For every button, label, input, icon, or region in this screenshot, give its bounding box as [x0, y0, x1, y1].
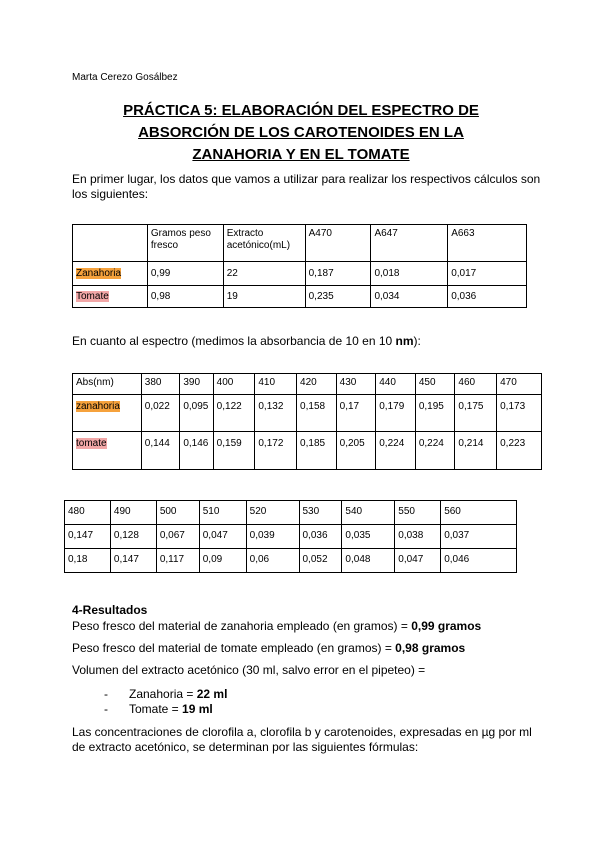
table-cell: 440 [376, 374, 416, 395]
table-row [65, 525, 517, 549]
table-cell: 410 [255, 374, 297, 395]
table-cell: 0,132 [255, 395, 297, 432]
table-cell: 0,235 [305, 286, 371, 308]
table-cell: 0,128 [110, 525, 156, 549]
intro-paragraph: En primer lugar, los datos que vamos a utilizar para realizar los respectivos cálculos son los siguientes: [72, 172, 541, 201]
list-item-label: Tomate = [129, 702, 183, 716]
table-cell: 380 [141, 374, 180, 395]
table-cell: 22 [223, 262, 305, 286]
table-cell: 420 [297, 374, 337, 395]
sample-data-table [72, 224, 527, 308]
table-cell: 400 [213, 374, 255, 395]
table-cell [73, 225, 148, 262]
table-header-row [73, 374, 542, 395]
table-cell: 0,224 [415, 432, 455, 470]
table-cell: 0,223 [497, 432, 542, 470]
table-cell: 480 [65, 501, 111, 525]
table-cell [73, 286, 148, 308]
volume-list [104, 687, 227, 717]
table-cell: 0,17 [336, 395, 376, 432]
table-cell: 0,187 [305, 262, 371, 286]
results-line-volume: Volumen del extracto acetónico (30 ml, salvo error en el pipeteo) = [72, 663, 426, 677]
table-cell: 0,147 [65, 525, 111, 549]
spectrum-intro-text: En cuanto al espectro (medimos la absorbancia de 10 en 10 [72, 334, 396, 348]
table-cell: 0,034 [371, 286, 448, 308]
document-title [72, 100, 530, 166]
table-cell: 0,039 [246, 525, 299, 549]
table-header-row [73, 225, 527, 262]
unit-nm: nm [395, 334, 414, 348]
table-cell: 560 [441, 501, 517, 525]
table-cell: 0,195 [415, 395, 455, 432]
table-cell: 0,144 [141, 432, 180, 470]
results-text: Peso fresco del material de tomate empleado (en gramos) = [72, 641, 396, 655]
table-cell: 510 [199, 501, 246, 525]
table-cell: 500 [156, 501, 199, 525]
results-line-tomato-weight [72, 641, 552, 656]
table-cell: 0,046 [441, 549, 517, 573]
results-value: 0,99 gramos [411, 619, 482, 633]
table-cell: 0,047 [395, 549, 441, 573]
table-cell: 0,036 [299, 525, 342, 549]
table-cell: A663 [448, 225, 527, 262]
table-cell: 470 [497, 374, 542, 395]
author-name: Marta Cerezo Gosálbez [72, 72, 178, 83]
table-cell: 0,036 [448, 286, 527, 308]
table-cell: 0,159 [213, 432, 255, 470]
highlighted-label: Tomate [76, 291, 109, 302]
table-cell: 0,205 [336, 432, 376, 470]
highlighted-label: Zanahoria [76, 268, 122, 279]
table-cell: A647 [371, 225, 448, 262]
table-cell [73, 395, 142, 432]
table-cell: 0,035 [342, 525, 395, 549]
table-cell: 0,052 [299, 549, 342, 573]
table-cell: 0,175 [455, 395, 497, 432]
table-cell: 0,122 [213, 395, 255, 432]
table-cell: A470 [305, 225, 371, 262]
table-cell: 0,99 [147, 262, 223, 286]
spectrum-intro [72, 334, 542, 349]
highlighted-label: zanahoria [76, 401, 120, 412]
table-cell: 540 [342, 501, 395, 525]
results-heading: 4-Resultados [72, 603, 148, 617]
table-cell: 0,09 [199, 549, 246, 573]
table-cell: 0,022 [141, 395, 180, 432]
table-cell: 490 [110, 501, 156, 525]
table-cell: 0,117 [156, 549, 199, 573]
highlighted-label: tomate [76, 438, 107, 449]
table-cell [73, 432, 142, 470]
table-cell: 0,147 [110, 549, 156, 573]
list-item-label: Zanahoria = [129, 687, 197, 701]
table-cell: Gramos peso fresco [147, 225, 223, 262]
table-cell: 0,98 [147, 286, 223, 308]
list-item-value: 22 ml [196, 687, 228, 701]
table-cell: 0,146 [180, 432, 213, 470]
list-item [104, 687, 227, 702]
table-cell: 550 [395, 501, 441, 525]
table-cell: 520 [246, 501, 299, 525]
table-cell: 0,047 [199, 525, 246, 549]
spectrum-table-480-560 [64, 500, 517, 573]
table-cell: 0,179 [376, 395, 416, 432]
table-row [65, 549, 517, 573]
table-cell: 0,017 [448, 262, 527, 286]
title-line: ZANAHORIA Y EN EL TOMATE [192, 146, 410, 163]
table-cell: 19 [223, 286, 305, 308]
table-row [73, 286, 527, 308]
spectrum-intro-text: ): [413, 334, 421, 348]
table-cell: Abs(nm) [73, 374, 142, 395]
title-line: PRÁCTICA 5: ELABORACIÓN DEL ESPECTRO DE [123, 102, 479, 119]
table-cell: 0,158 [297, 395, 337, 432]
table-row [73, 432, 542, 470]
table-cell: 0,172 [255, 432, 297, 470]
table-cell: 460 [455, 374, 497, 395]
table-cell: 0,095 [180, 395, 213, 432]
list-item-value: 19 ml [182, 702, 213, 716]
table-cell: 0,067 [156, 525, 199, 549]
formulas-intro-paragraph: Las concentraciones de clorofila a, clorofila b y carotenoides, expresadas en µg por ml de extracto acetónico, se determinan por las siguientes fórmulas: [72, 725, 532, 754]
table-cell: 0,038 [395, 525, 441, 549]
table-cell: Extracto acetónico(mL) [223, 225, 305, 262]
spectrum-table-380-470 [72, 373, 542, 470]
table-cell: 0,224 [376, 432, 416, 470]
table-cell: 0,06 [246, 549, 299, 573]
table-cell: 390 [180, 374, 213, 395]
results-value: 0,98 gramos [395, 641, 466, 655]
list-item [104, 702, 227, 717]
table-cell: 0,214 [455, 432, 497, 470]
table-row [73, 395, 542, 432]
table-cell: 530 [299, 501, 342, 525]
table-cell: 0,185 [297, 432, 337, 470]
table-header-row [65, 501, 517, 525]
table-cell: 430 [336, 374, 376, 395]
table-cell: 450 [415, 374, 455, 395]
title-line: ABSORCIÓN DE LOS CAROTENOIDES EN LA [138, 124, 464, 141]
table-row [73, 262, 527, 286]
table-cell: 0,037 [441, 525, 517, 549]
results-line-carrot-weight [72, 619, 552, 634]
table-cell: 0,18 [65, 549, 111, 573]
table-cell: 0,173 [497, 395, 542, 432]
table-cell: 0,018 [371, 262, 448, 286]
table-cell [73, 262, 148, 286]
table-cell: 0,048 [342, 549, 395, 573]
results-text: Peso fresco del material de zanahoria empleado (en gramos) = [72, 619, 412, 633]
